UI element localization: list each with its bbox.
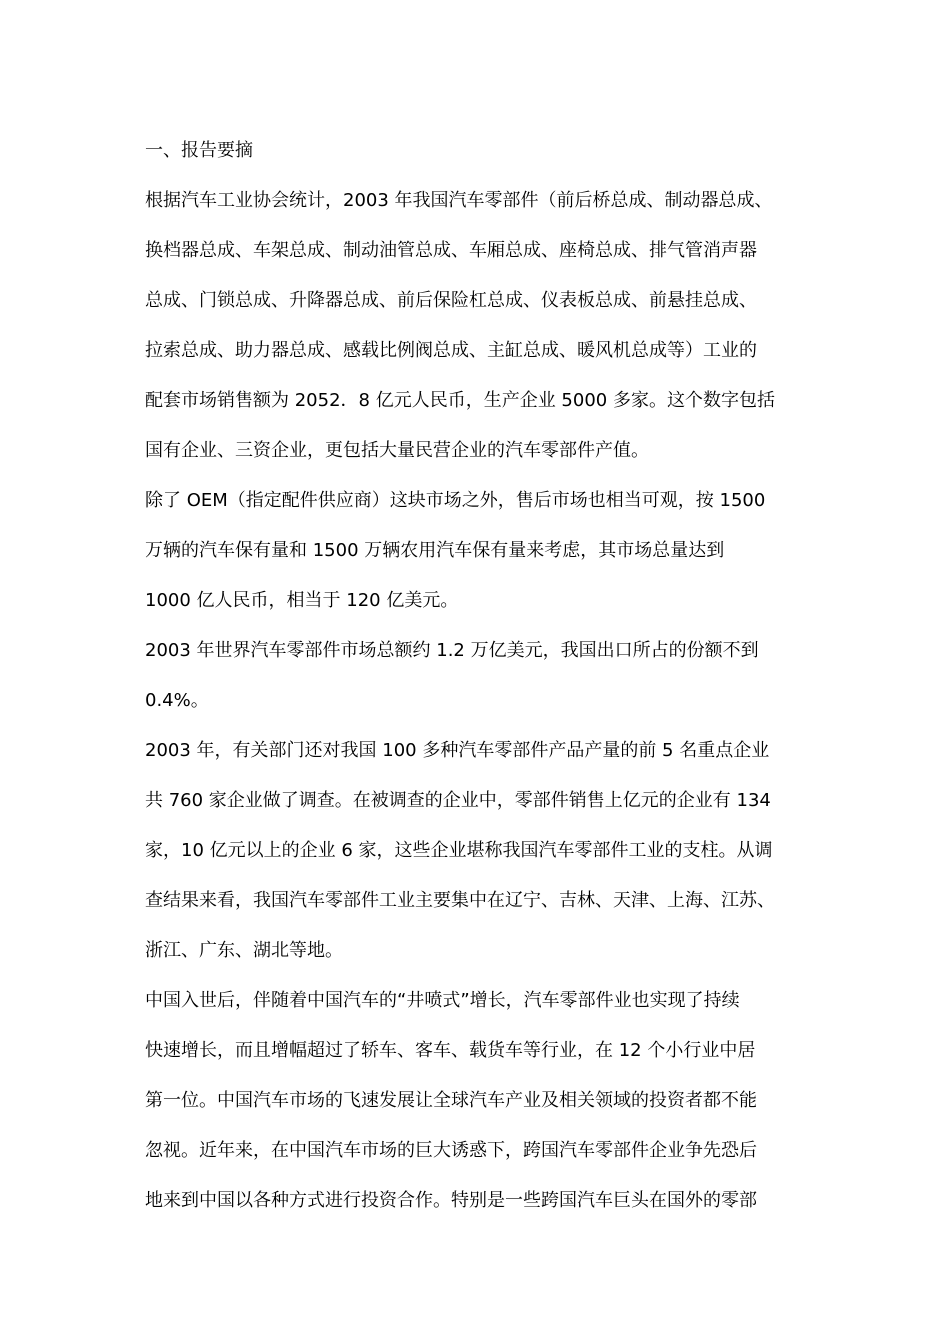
body-line: 1000 亿人民币，相当于 120 亿美元。	[145, 590, 459, 611]
body-line: 2003 年世界汽车零部件市场总额约 1.2 万亿美元，我国出口所占的份额不到	[145, 640, 759, 661]
body-line: 除了 OEM（指定配件供应商）这块市场之外，售后市场也相当可观，按 1500	[145, 490, 766, 511]
body-line: 总成、门锁总成、升降器总成、前后保险杠总成、仪表板总成、前悬挂总成、	[145, 290, 757, 311]
document-body	[145, 126, 817, 1226]
body-line: 拉索总成、助力器总成、感载比例阀总成、主缸总成、暖风机总成等）工业的	[145, 340, 757, 361]
body-line: 地来到中国以各种方式进行投资合作。特别是一些跨国汽车巨头在国外的零部	[145, 1190, 757, 1211]
body-line: 快速增长，而且增幅超过了轿车、客车、载货车等行业，在 12 个小行业中居	[145, 1040, 756, 1061]
body-line: 配套市场销售额为 2052．8 亿元人民币，生产企业 5000 多家。这个数字包括	[145, 390, 775, 411]
body-line: 共 760 家企业做了调查。在被调查的企业中，零部件销售上亿元的企业有 134	[145, 790, 771, 811]
body-line: 查结果来看，我国汽车零部件工业主要集中在辽宁、吉林、天津、上海、江苏、	[145, 890, 775, 911]
body-line: 浙江、广东、湖北等地。	[145, 940, 343, 961]
section-heading: 一、报告要摘	[145, 140, 253, 161]
body-line: 忽视。近年来，在中国汽车市场的巨大诱惑下，跨国汽车零部件企业争先恐后	[145, 1140, 757, 1161]
body-line: 第一位。中国汽车市场的飞速发展让全球汽车产业及相关领域的投资者都不能	[145, 1090, 757, 1111]
body-line: 家，10 亿元以上的企业 6 家，这些企业堪称我国汽车零部件工业的支柱。从调	[145, 840, 773, 861]
body-line: 国有企业、三资企业，更包括大量民营企业的汽车零部件产值。	[145, 440, 649, 461]
body-line: 换档器总成、车架总成、制动油管总成、车厢总成、座椅总成、排气管消声器	[145, 240, 757, 261]
body-line: 2003 年，有关部门还对我国 100 多种汽车零部件产品产量的前 5 名重点企业	[145, 740, 770, 761]
body-line: 0.4%。	[145, 690, 209, 711]
body-line: 中国入世后，伴随着中国汽车的“井喷式”增长，汽车零部件业也实现了持续	[145, 990, 740, 1011]
body-line: 根据汽车工业协会统计，2003 年我国汽车零部件（前后桥总成、制动器总成、	[145, 190, 773, 211]
body-line: 万辆的汽车保有量和 1500 万辆农用汽车保有量来考虑，其市场总量达到	[145, 540, 725, 561]
